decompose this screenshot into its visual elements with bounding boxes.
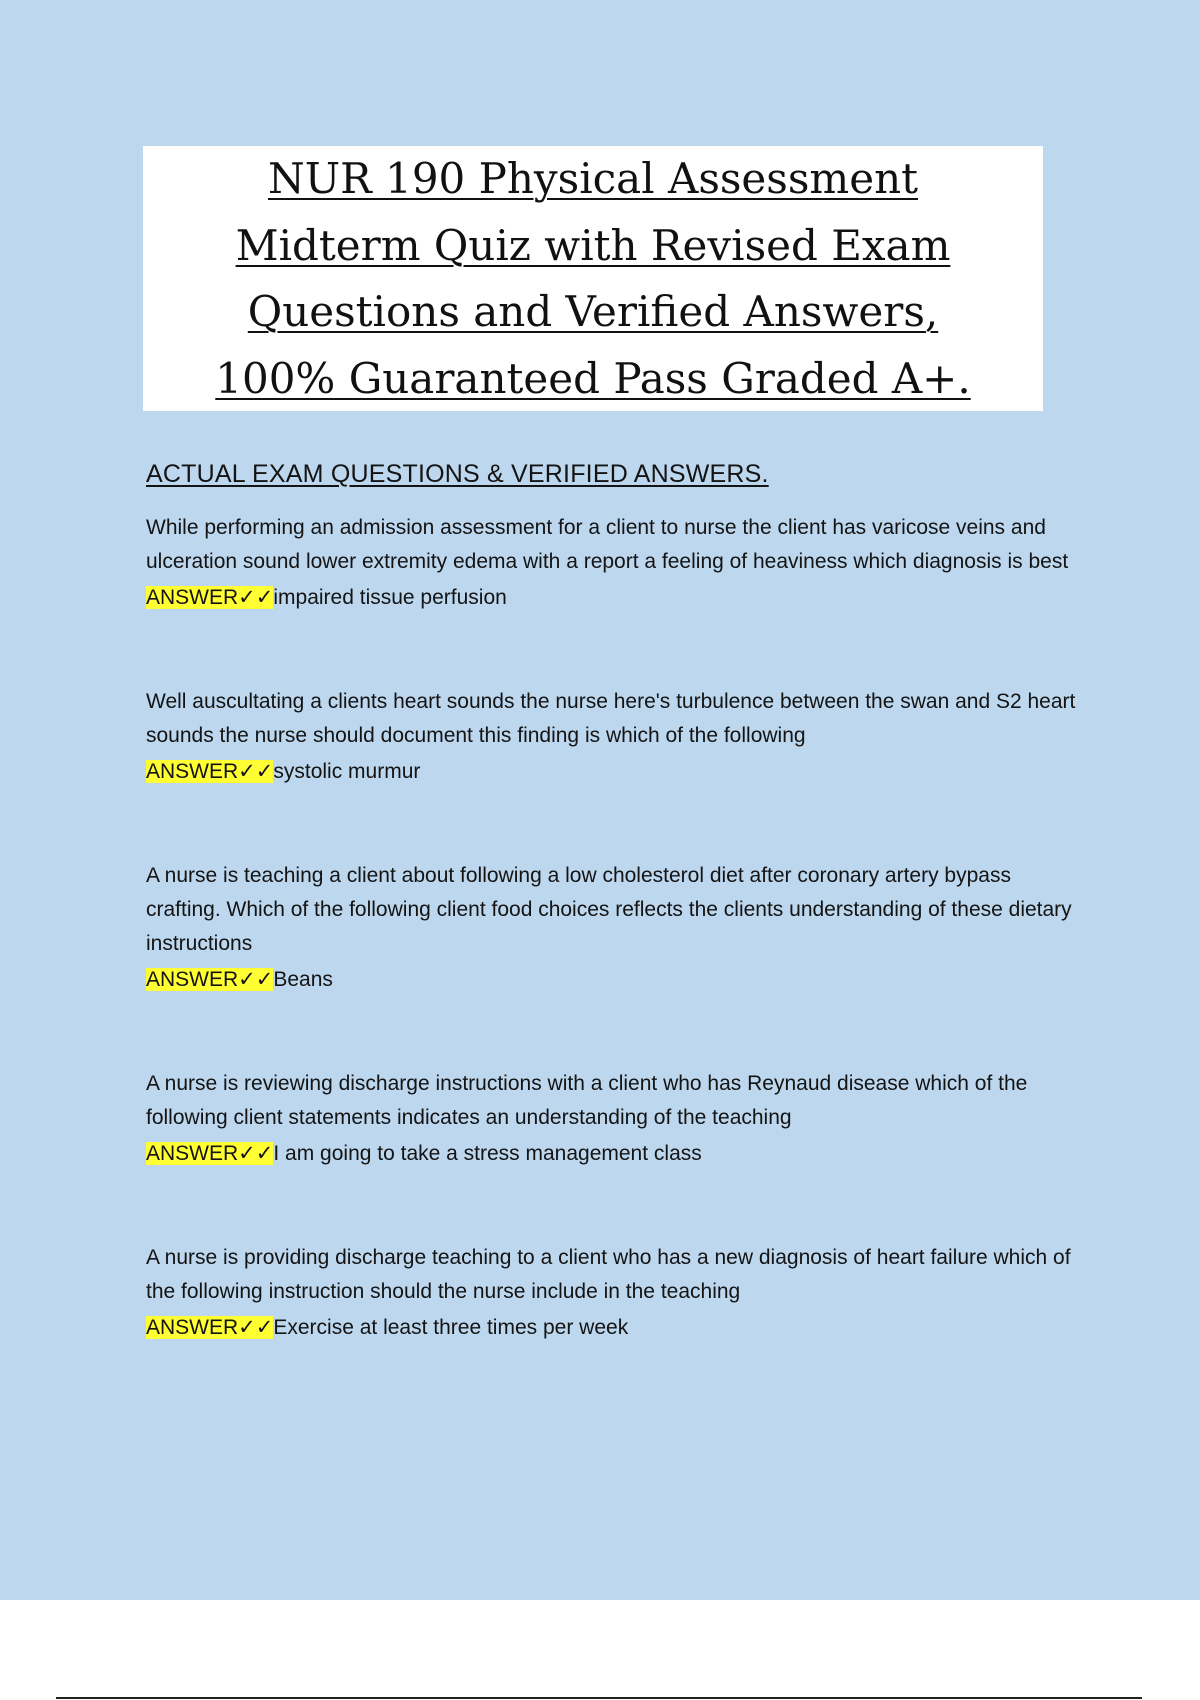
exam-content [146, 460, 1086, 1415]
title-banner [143, 146, 1043, 411]
answer-label: ANSWER✓✓ [146, 586, 274, 609]
title-line-3: Questions and Verified Answers, [247, 287, 939, 336]
qa-item-2 [146, 685, 1086, 791]
answer-line [146, 961, 1086, 999]
answer-label: ANSWER✓✓ [146, 760, 274, 783]
question-text: While performing an admission assessment for a client to nurse the client has varicose veins and ulceration sound lower extremity edema with a report a feeling of heaviness which diagnosis is best [146, 516, 1069, 573]
answer-line [146, 1135, 1086, 1173]
question-text: A nurse is reviewing discharge instructions with a client who has Reynaud disease which of the following client statements indicates an understanding of the teaching [146, 1072, 1028, 1129]
answer-line [146, 753, 1086, 791]
answer-label: ANSWER✓✓ [146, 968, 274, 991]
title-line-4: 100% Guaranteed Pass Graded A+. [215, 353, 971, 403]
section-heading: ACTUAL EXAM QUESTIONS & VERIFIED ANSWERS. [146, 460, 769, 488]
question-text: Well auscultating a clients heart sounds the nurse here's turbulence between the swan and S2 heart sounds the nurse should document this finding is which of the following [146, 690, 1076, 747]
question-text: A nurse is providing discharge teaching to a client who has a new diagnosis of heart failure which of the following instruction should the nurse include in the teaching [146, 1246, 1071, 1303]
answer-label: ANSWER✓✓ [146, 1142, 274, 1165]
title-line-2: Midterm Quiz with Revised Exam [235, 220, 951, 270]
answer-text: systolic murmur [273, 760, 421, 783]
qa-item-1 [146, 511, 1086, 617]
answer-text: Beans [273, 968, 333, 991]
answer-line [146, 579, 1086, 617]
title-line-1: NUR 190 Physical Assessment [267, 154, 918, 203]
qa-item-3 [146, 859, 1086, 999]
answer-text: I am going to take a stress management class [273, 1142, 702, 1165]
answer-text: impaired tissue perfusion [273, 586, 507, 609]
answer-label: ANSWER✓✓ [146, 1316, 274, 1339]
answer-text: Exercise at least three times per week [273, 1316, 629, 1339]
qa-item-5 [146, 1241, 1086, 1347]
qa-item-4 [146, 1067, 1086, 1173]
question-text: A nurse is teaching a client about following a low cholesterol diet after coronary artery bypass crafting. Which of the following client food choices reflects the clients understanding of these dietary instructions [146, 864, 1072, 955]
answer-line [146, 1309, 1086, 1347]
footer-divider [56, 1697, 1142, 1699]
